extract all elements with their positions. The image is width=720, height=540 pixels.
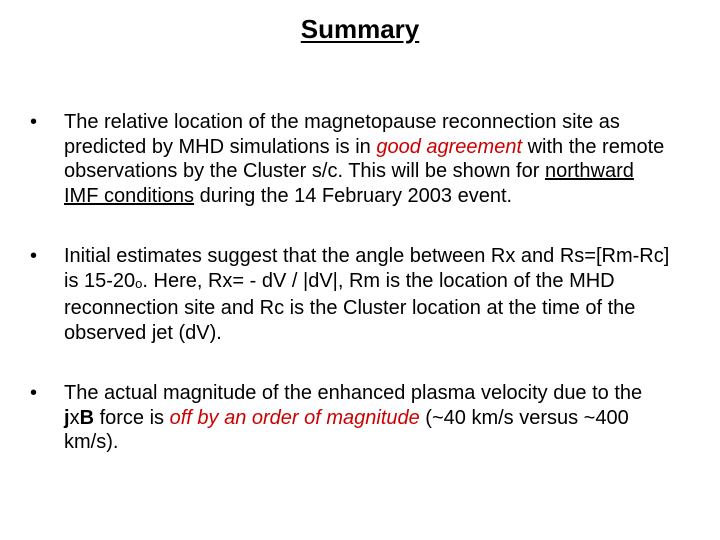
bullet-marker: • (30, 382, 38, 404)
bullet-item-angle-estimate (30, 244, 670, 345)
bullet-list (30, 110, 670, 491)
bullet-text: during the 14 February 2003 event. (194, 184, 513, 207)
bullet-text: x (69, 406, 80, 429)
highlight-text: good agreement (376, 135, 523, 158)
bullet-item-plasma-velocity (30, 381, 670, 455)
bullet-marker: • (30, 111, 38, 133)
bullet-text: force is (94, 406, 170, 429)
bullet-text: . Here, Rx= - dV / |dV|, Rm is the location of the MHD reconnection site and Rc is the Cluster location at the time of the observed jet (dV). (64, 269, 636, 344)
bullet-text: The actual magnitude of the enhanced plasma velocity due to the (64, 382, 643, 404)
bullet-text: with the remote observations by the Cluster s/c. This will be shown for (64, 135, 665, 182)
slide-title-text: Summary (300, 14, 420, 44)
bullet-item-reconnection-site (30, 110, 670, 208)
bold-text: j (64, 406, 70, 429)
bold-text: B (79, 406, 95, 429)
slide-title (0, 14, 720, 45)
highlight-text: off by an order of magnitude (169, 406, 420, 429)
bullet-text: Initial estimates suggest that the angle between Rx and Rs=[Rm-Rc] is 15-20 (64, 245, 670, 292)
bullet-text: (~40 km/s versus ~400 km/s). (64, 406, 629, 453)
underlined-text: northward IMF conditions (64, 160, 634, 207)
bullet-text: The relative location of the magnetopause reconnection site as predicted by MHD simulations is in (64, 111, 620, 158)
bullet-marker: • (30, 245, 38, 267)
degree-symbol: o (135, 275, 143, 291)
